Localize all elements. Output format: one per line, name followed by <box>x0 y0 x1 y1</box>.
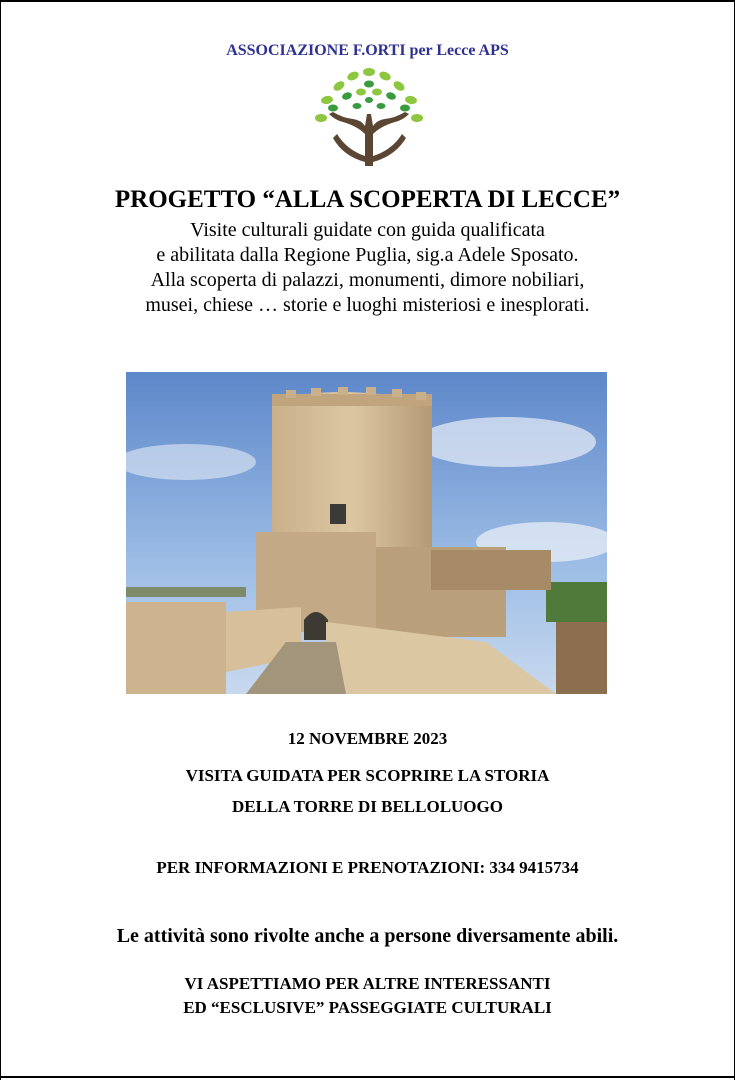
intro-line: e abilitata dalla Regione Puglia, sig.a Adele Sposato. <box>156 244 579 266</box>
intro-line: musei, chiese … storie e luoghi misteriosi e inesplorati. <box>145 294 590 316</box>
frame-left-border <box>0 0 1 1080</box>
association-name: ASSOCIAZIONE F.ORTI per Lecce APS <box>226 42 509 59</box>
frame-top-border <box>0 0 735 2</box>
visit-title-line1: VISITA GUIDATA PER SCOPRIRE LA STORIA <box>185 766 550 785</box>
closing-line2: ED “ESCLUSIVE” PASSEGGIATE CULTURALI <box>183 998 552 1017</box>
booking-info: PER INFORMAZIONI E PRENOTAZIONI: 334 9415734 <box>156 858 579 877</box>
frame-bottom-border <box>0 1076 735 1078</box>
project-intro <box>0 218 735 318</box>
event-date: 12 NOVEMBRE 2023 <box>287 729 448 748</box>
tower-photo <box>126 372 607 694</box>
intro-line: Alla scoperta di palazzi, monumenti, dimore nobiliari, <box>150 269 585 291</box>
project-title: PROGETTO “ALLA SCOPERTA DI LECCE” <box>114 186 621 213</box>
tree-hands-logo-icon <box>307 64 432 166</box>
accessibility-note: Le attività sono rivolte anche a persone diversamente abili. <box>116 925 619 947</box>
visit-title-line2: DELLA TORRE DI BELLOLUOGO <box>232 797 503 816</box>
closing-line1: VI ASPETTIAMO PER ALTRE INTERESSANTI <box>184 974 551 993</box>
intro-line: Visite culturali guidate con guida qualificata <box>190 219 545 241</box>
